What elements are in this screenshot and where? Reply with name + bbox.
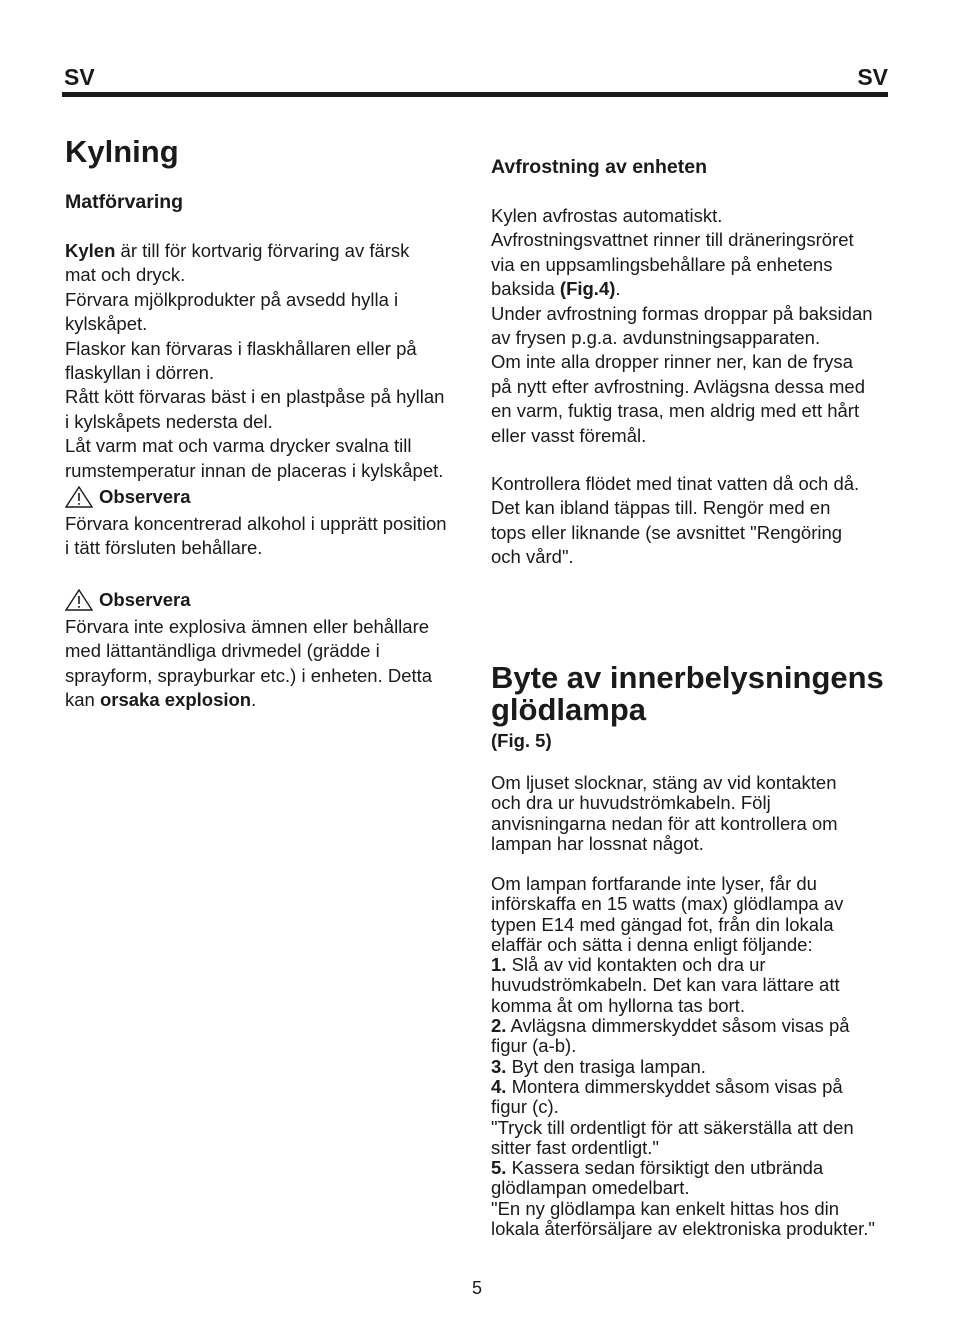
text-line: "En ny glödlampa kan enkelt hittas hos din [491, 1197, 840, 1219]
text-line: med lättantändliga drivmedel (grädde i [65, 640, 380, 662]
text-line: lampan har lossnat något. [491, 832, 704, 854]
text-line: Låt varm mat och varma drycker svalna till [65, 435, 412, 457]
text-line: Förvara mjölkprodukter på avsedd hylla i [65, 288, 399, 310]
step-line: 5. Kassera sedan försiktigt den utbrända [491, 1157, 824, 1179]
text-line: Under avfrostning formas droppar på baksidan [491, 302, 873, 324]
text-line: Flaskor kan förvaras i flaskhållaren eller på [65, 337, 417, 359]
text-line: Förvara inte explosiva ämnen eller behållare [65, 616, 430, 637]
text-line: och dra ur huvudströmkabeln. Följ [491, 792, 771, 814]
lang-label-right: SV [857, 64, 888, 90]
fig5-reference: (Fig. 5) [491, 730, 552, 751]
text-line: komma åt om hyllorna tas bort. [491, 994, 745, 1016]
text-line: rumstemperatur innan de placeras i kylskåpet. [65, 459, 444, 481]
text-line: huvudströmkabeln. Det kan vara lättare att [491, 974, 840, 996]
text-line: figur (c). [491, 1096, 559, 1118]
text-line: Rått kött förvaras bäst i en plastpåse på hyllan [65, 386, 445, 408]
text-line: på nytt efter avfrostning. Avlägsna dessa med [491, 375, 865, 397]
step-number: 3. [491, 1055, 507, 1077]
text-line: baksida (Fig.4). [491, 278, 621, 300]
text-line: kan orsaka explosion. [65, 689, 257, 711]
text-line: anvisningarna nedan för att kontrollera om [491, 812, 838, 834]
subsection-title-matforvaring: Matförvaring [65, 191, 184, 213]
food-storage-text [65, 239, 465, 483]
text-line: sitter fast ordentligt." [491, 1136, 659, 1158]
text-line: införskaffa en 15 watts (max) glödlampa av [491, 893, 844, 915]
lang-label-left: SV [64, 64, 95, 90]
text-line: och vård". [491, 546, 574, 568]
step-number: 5. [491, 1157, 507, 1179]
text-line: en varm, fuktig trasa, men aldrig med ett hårt [491, 400, 860, 422]
defrost-flow-text [491, 472, 891, 570]
step-line: 2. Avlägsna dimmerskyddet såsom visas på [491, 1015, 850, 1037]
emphasis: Kylen [65, 240, 116, 261]
text-line: Avfrostningsvattnet rinner till dräneringsröret [491, 229, 854, 251]
warning-note-1-heading [65, 486, 191, 508]
warning-note-1-title: Observera [99, 486, 191, 507]
explosion-warning-emphasis: orsaka explosion [99, 689, 252, 711]
text-line: Kylen avfrostas automatiskt. [491, 205, 723, 226]
text-line: "Tryck till ordentligt för att säkerställa att den [491, 1116, 854, 1138]
header-rule [62, 92, 888, 97]
section-title-bulb-replacement: Byte av innerbelysningens glödlampa [491, 660, 884, 727]
text-line: Förvara koncentrerad alkohol i upprätt position [65, 513, 447, 534]
bulb-steps-text [491, 874, 891, 1239]
section-title-kylning: Kylning [65, 134, 179, 169]
warning-note-2-title: Observera [99, 589, 191, 610]
step-number: 4. [491, 1075, 507, 1097]
text-line: kylskåpet. [65, 313, 148, 335]
step-number: 1. [491, 954, 507, 976]
page-number: 5 [471, 1278, 482, 1298]
warning-note-1-text [65, 512, 465, 561]
warning-triangle-icon [65, 486, 93, 508]
subsection-title-avfrostning: Avfrostning av enheten [491, 156, 707, 178]
text-line: Det kan ibland täppas till. Rengör med en [491, 497, 831, 519]
text-line: typen E14 med gängad fot, från din lokala [491, 913, 834, 935]
text-line: mat och dryck. [65, 264, 186, 286]
text-line: Om ljuset slocknar, stäng av vid kontakten [491, 772, 837, 793]
text-line: sprayform, sprayburkar etc.) i enheten. Detta [65, 664, 433, 686]
text-line: figur (a-b). [491, 1035, 577, 1057]
text-line: Om inte alla dropper rinner ner, kan de frysa [491, 351, 853, 373]
fig4-reference: (Fig.4) [559, 278, 616, 300]
text-line: Om lampan fortfarande inte lyser, får du [491, 873, 817, 894]
text-line: flaskyllan i dörren. [65, 362, 215, 384]
text-line: lokala återförsäljare av elektroniska produkter." [491, 1218, 875, 1240]
text-line: elaffär och sätta i denna enligt följande: [491, 933, 813, 955]
step-line: 3. Byt den trasiga lampan. [491, 1055, 706, 1077]
text-line: glödlampan omedelbart. [491, 1177, 690, 1199]
warning-triangle-icon [65, 589, 93, 611]
text-line: Kontrollera flödet med tinat vatten då och då. [491, 473, 860, 494]
step-number: 2. [491, 1015, 507, 1037]
warning-note-2-text [65, 615, 465, 713]
step-line: 4. Montera dimmerskyddet såsom visas på [491, 1075, 843, 1097]
text-line: Kylen är till för kortvarig förvaring av färsk [65, 240, 410, 261]
defrost-text [491, 204, 891, 448]
warning-note-2-heading [65, 589, 191, 611]
text-line: eller vasst föremål. [491, 424, 647, 446]
step-line: 1. Slå av vid kontakten och dra ur [491, 954, 766, 976]
text-line: via en uppsamlingsbehållare på enhetens [491, 253, 833, 275]
text-line: i tätt försluten behållare. [65, 537, 263, 559]
text-line: av frysen p.g.a. avdunstningsapparaten. [491, 327, 821, 349]
bulb-intro-text [491, 773, 891, 854]
text-line: tops eller liknande (se avsnittet "Rengöring [491, 521, 843, 543]
text-line: i kylskåpets nedersta del. [65, 410, 273, 432]
